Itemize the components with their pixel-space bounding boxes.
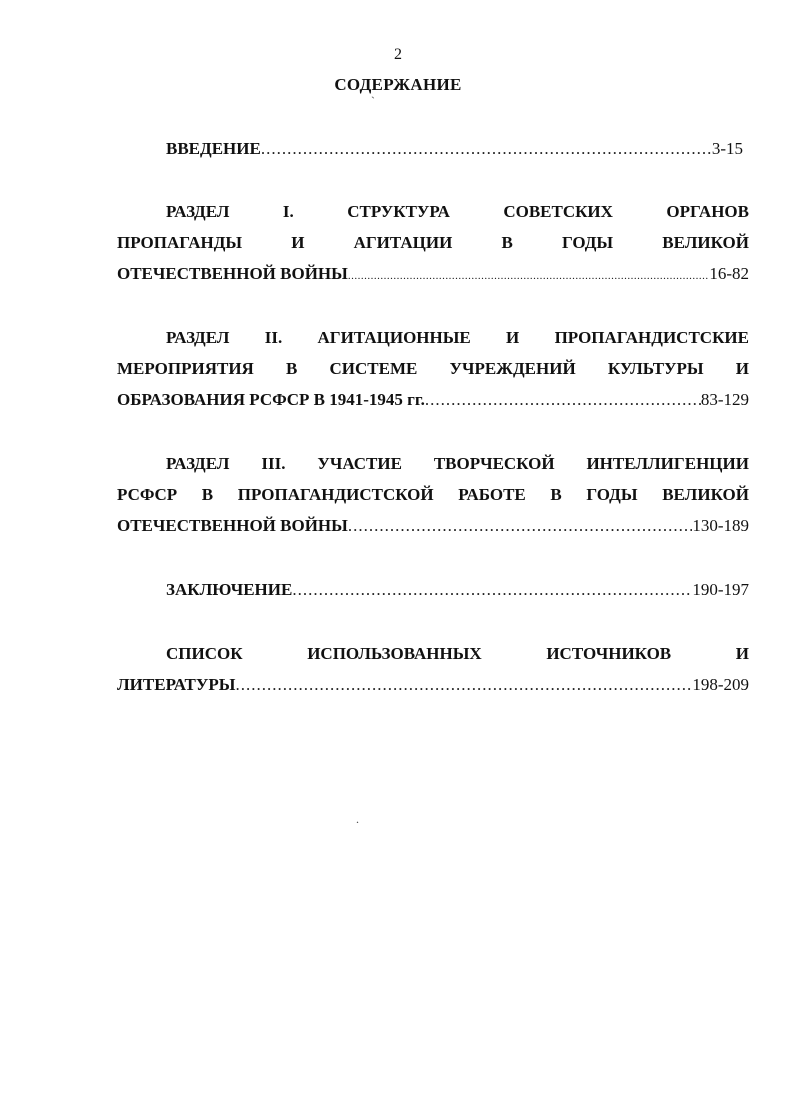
toc-word: ОРГАНОВ (666, 202, 749, 221)
dot-leader (425, 384, 701, 415)
toc-entry-line (117, 448, 749, 479)
toc-entry-label: ВВЕДЕНИЕ (166, 139, 261, 158)
toc-entry-line (117, 479, 749, 510)
toc-word: И (506, 328, 520, 347)
toc-entry-line (117, 227, 749, 258)
toc-word: ПРОПАГАНДЫ (117, 233, 243, 252)
page-title: СОДЕРЖАНИЕ (334, 75, 462, 94)
toc-word: В (286, 359, 298, 378)
toc-word: УЧАСТИЕ (317, 454, 402, 473)
toc-page-range: 190-197 (692, 580, 749, 599)
toc-word: В (501, 233, 513, 252)
toc-entry-line (117, 353, 749, 384)
toc-word: ВЕЛИКОЙ (662, 485, 749, 504)
toc-word: ГОДЫ (586, 485, 638, 504)
toc-word: II. (264, 328, 283, 347)
toc-page-range: 198-209 (692, 675, 749, 694)
toc-word: В (550, 485, 562, 504)
toc-word: И (735, 359, 749, 378)
toc-word: III. (261, 454, 286, 473)
toc-page-range: 3-15 (711, 139, 743, 158)
toc-entry-introduction[interactable] (117, 133, 749, 164)
toc-word: РАЗДЕЛ (166, 328, 230, 347)
toc-word: ГОДЫ (561, 233, 614, 252)
toc-word: АГИТАЦИИ (353, 233, 453, 252)
toc-word: ВЕЛИКОЙ (662, 233, 749, 252)
dot-leader (348, 510, 692, 541)
toc-word: АГИТАЦИОННЫЕ (317, 328, 471, 347)
toc-page-range: 83-129 (700, 390, 749, 409)
toc-entry-conclusion[interactable] (117, 574, 749, 605)
toc-word: КУЛЬТУРЫ (607, 359, 704, 378)
dot-leader (261, 133, 712, 164)
toc-entry-label: ЗАКЛЮЧЕНИЕ (166, 580, 293, 599)
scan-speck: . (356, 812, 359, 826)
toc-entry-section-3[interactable] (117, 448, 749, 541)
toc-entry-line (117, 196, 749, 227)
toc-entry-label: ЛИТЕРАТУРЫ (117, 675, 236, 694)
toc-word: РАЗДЕЛ (166, 202, 230, 221)
toc-word: ТВОРЧЕСКОЙ (433, 454, 555, 473)
toc-entry-section-1[interactable] (117, 196, 749, 289)
toc-word: РАБОТЕ (458, 485, 526, 504)
toc-word: СИСТЕМЕ (329, 359, 418, 378)
toc-page-range: 130-189 (692, 516, 749, 535)
toc-word: В (201, 485, 214, 504)
dot-leader (348, 261, 709, 292)
page-number: 2 (394, 46, 402, 63)
toc-word: И (291, 233, 305, 252)
scan-speck: ` (371, 94, 375, 108)
toc-word: СОВЕТСКИХ (503, 202, 613, 221)
toc-entry-label: ОБРАЗОВАНИЯ РСФСР В 1941-1945 гг. (117, 390, 425, 409)
toc-word: ПРОПАГАНДИСТСКИЕ (554, 328, 749, 347)
toc-entry-label: ОТЕЧЕСТВЕННОЙ ВОЙНЫ (117, 264, 348, 283)
toc-word: И (735, 644, 749, 663)
toc-entry-label: ОТЕЧЕСТВЕННОЙ ВОЙНЫ (117, 516, 348, 535)
toc-word: ИСТОЧНИКОВ (546, 644, 672, 663)
toc-word: РАЗДЕЛ (166, 454, 230, 473)
toc-word: УЧРЕЖДЕНИЙ (449, 359, 576, 378)
toc-word: СТРУКТУРА (347, 202, 450, 221)
toc-entry-line (117, 322, 749, 353)
toc-word: СПИСОК (166, 644, 243, 663)
toc-word: I. (282, 202, 294, 221)
toc-page-range: 16-82 (709, 264, 749, 283)
toc-word: ИНТЕЛЛИГЕНЦИИ (586, 454, 749, 473)
dot-leader (235, 669, 692, 700)
toc-word: ИСПОЛЬЗОВАННЫХ (307, 644, 482, 663)
dot-leader (292, 574, 692, 605)
toc-word: РСФСР (117, 485, 178, 504)
toc-entry-section-2[interactable] (117, 322, 749, 415)
toc-word: ПРОПАГАНДИСТСКОЙ (237, 485, 434, 504)
toc-entry-sources[interactable] (117, 638, 749, 700)
toc-word: МЕРОПРИЯТИЯ (117, 359, 254, 378)
toc-entry-line (117, 638, 749, 669)
